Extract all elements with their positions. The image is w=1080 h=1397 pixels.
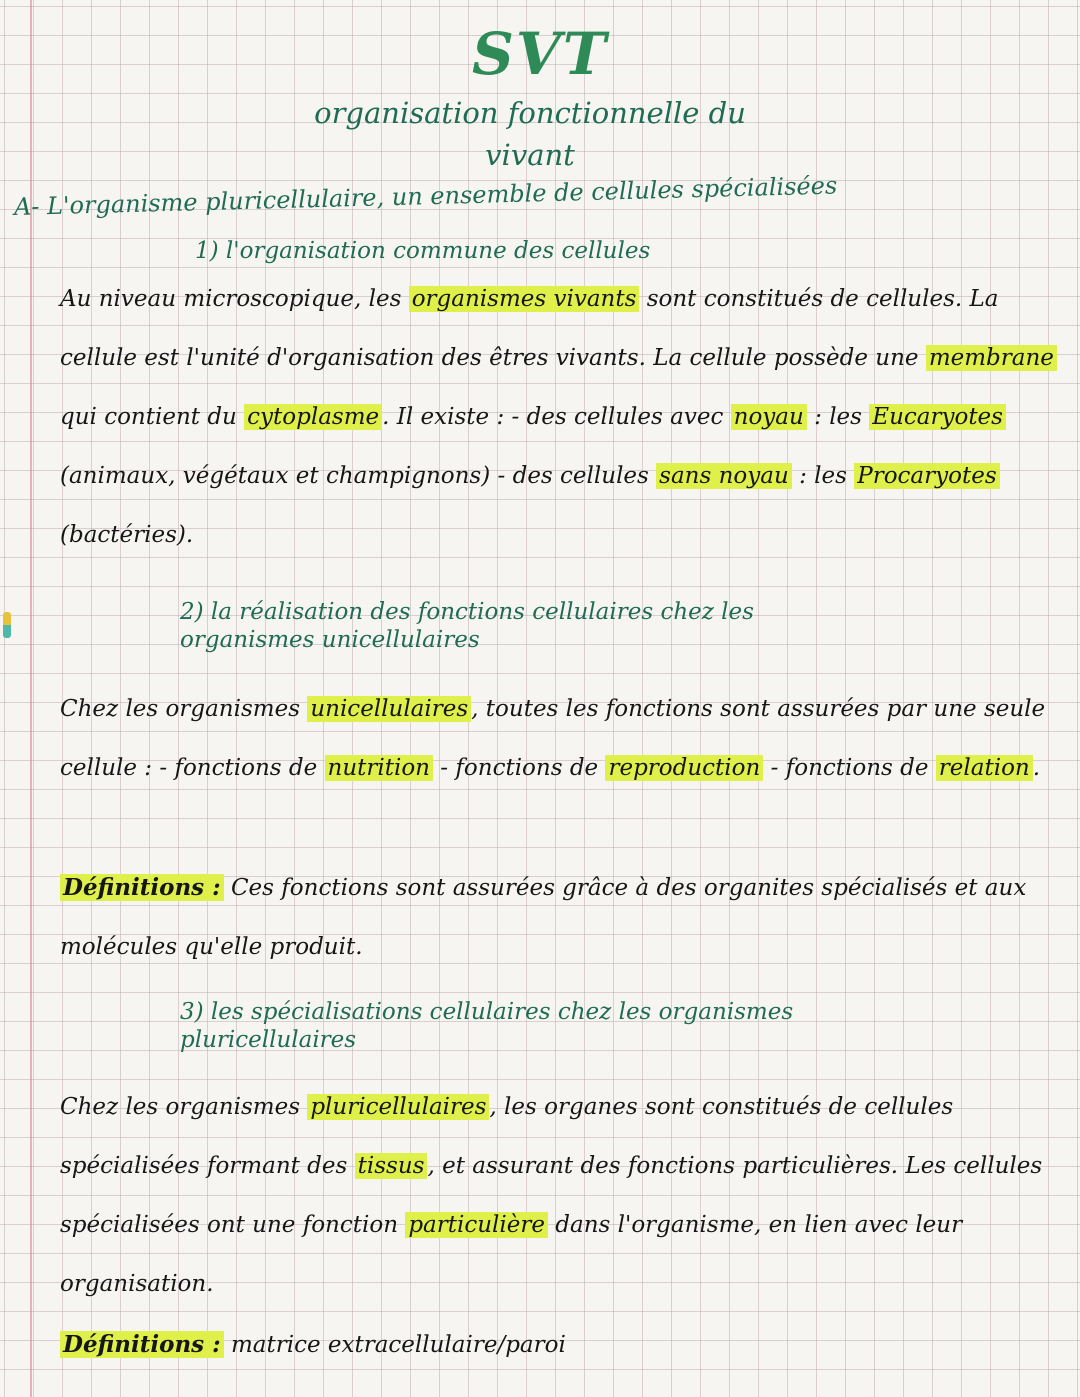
section-1-heading: 1) l'organisation commune des cellules [195,238,651,264]
section-2-paragraph: Chez les organismes unicellulaires , toutes les fonctions sont assurées par une seule cellule : - fonctions de nutrition - fonctions de reproduction - fonctions de relation . [60,696,1046,781]
highlight-noyau: noyau [731,404,807,430]
binder-clip-icon [3,612,11,638]
section-2-heading: 2) la réalisation des fonctions cellulaires chez les organismes unicellulaires [180,599,754,653]
highlight-reproduction: reproduction [605,755,763,781]
highlight-membrane: membrane [926,345,1057,371]
highlight-unicellulaires: unicellulaires [307,696,471,722]
highlight-sans-noyau: sans noyau [656,463,792,489]
section-a-heading: A- L'organisme pluricellulaire, un ensemble de cellules spécialisées [13,171,838,221]
definition-label: Définitions : [60,1331,224,1358]
section-3-definition: Définitions : matrice extracellulaire/paroi [60,1315,1060,1375]
highlight-particuliere: particulière [405,1212,548,1238]
section-1-paragraph: Au niveau microscopique, les organismes vivants sont constitués de cellules. La cellule est l'unité d'organisation des êtres vivants. La cellule possède une membrane qui contient du cytoplasme . Il existe : - des cellules avec noyau : les Eucaryotes (animaux, végétaux et champignons) - des cellules sans noyau : les Procaryotes (bactéries). [60,270,1060,565]
definition-label: Définitions : [60,874,224,901]
highlight-nutrition: nutrition [325,755,433,781]
section-3-paragraph: Chez les organismes pluricellulaires , les organes sont constitués de cellules spécialisées formant des tissus , et assurant des fonctions particulières. Les cellules spécialisées ont une fonction particulière dans l'organisme, en lien avec leur organisation. [60,1094,1043,1297]
highlight-tissus: tissus [355,1153,428,1179]
section-3-heading: 3) les spécialisations cellulaires chez les organismes pluricellulaires [180,999,794,1053]
page-subtitle: organisation fonctionnelle du vivant [314,96,746,172]
highlight-pluricellulaires: pluricellulaires [307,1094,489,1120]
page-title: SVT [471,20,609,88]
highlight-procaryotes: Procaryotes [854,463,999,489]
highlight-eucaryotes: Eucaryotes [869,404,1006,430]
highlight-cytoplasme: cytoplasme [244,404,382,430]
highlight-relation: relation [936,755,1033,781]
section-2-definition: Définitions : Ces fonctions sont assurées grâce à des organites spécialisés et aux molécules qu'elle produit. [60,874,1027,960]
highlight-organismes-vivants: organismes vivants [409,286,640,312]
